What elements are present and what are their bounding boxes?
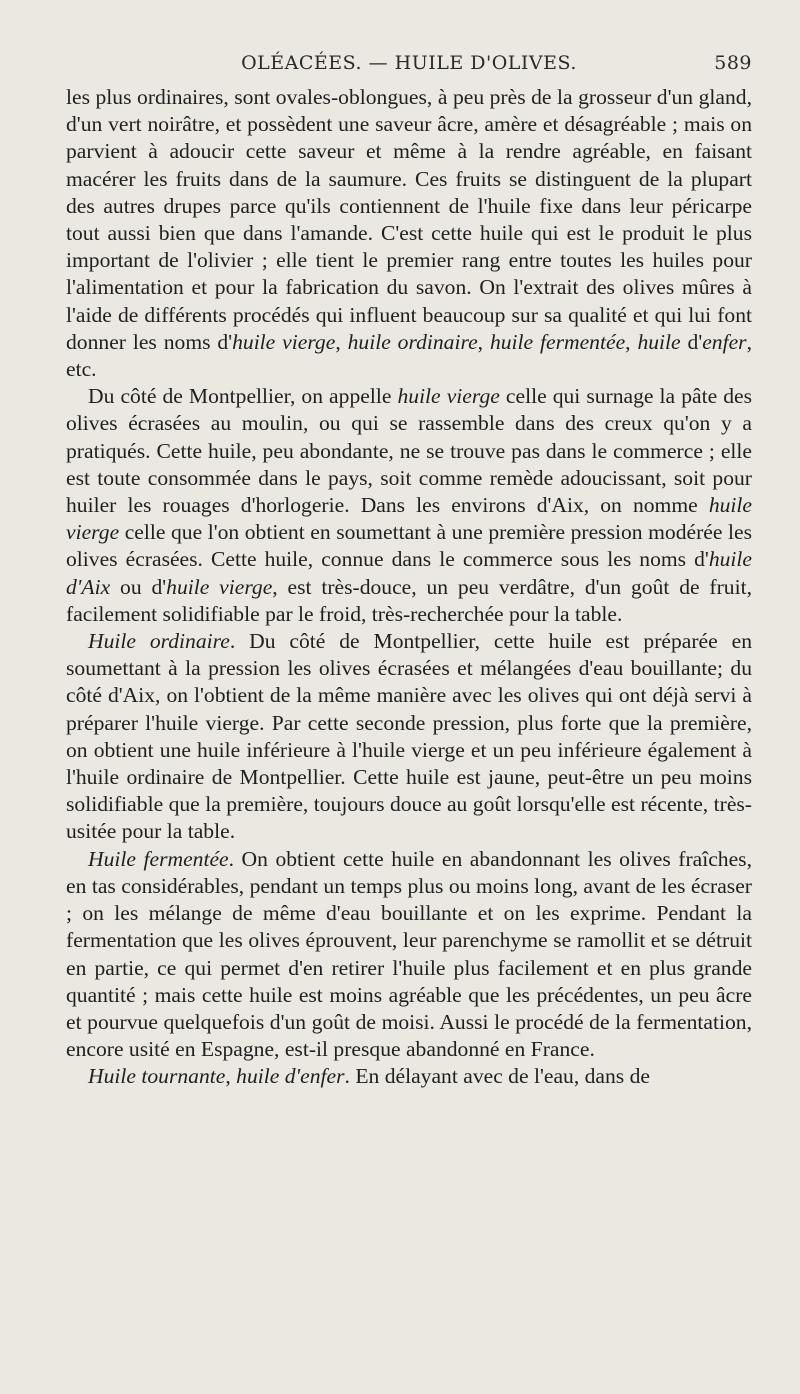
text-run: , <box>225 1064 237 1089</box>
section-lead-term: Huile tournante <box>88 1064 226 1089</box>
body-text <box>66 84 752 1091</box>
text-run: ou d' <box>110 574 167 599</box>
page-number: 589 <box>714 52 752 74</box>
text-run: . Du côté de Montpellier, cette huile est préparée en soumettant à la pression les olives écrasées et mélangées d'eau bouillante; du côté d'Aix, on l'obtient de la même manière avec les olives qui ont déjà servi à préparer l'huile vierge. Par cette seconde pression, plus forte que la première, on obtient une huile inférieure à l'huile vierge et un peu inférieure également à l'huile ordinaire de Montpellier. Cette huile est jaune, peut-être un peu moins solidifiable que la première, toujours douce au goût lorsqu'elle est récente, très-usitée pour la table. <box>66 629 752 844</box>
text-run: , est très-douce, un peu verdâtre, d'un goût de fruit, facilement solidifiable par le froid, très-recherchée pour la table. <box>66 574 752 626</box>
italic-term: huile vierge <box>232 329 336 354</box>
text-run: , <box>477 329 490 354</box>
italic-term: huile vierge <box>66 493 752 545</box>
italic-term: huile <box>637 329 681 354</box>
text-run: . En délayant avec de l'eau, dans de <box>344 1064 650 1089</box>
text-run: , <box>625 329 638 354</box>
running-title: OLÉACÉES. — HUILE D'OLIVES. <box>241 52 577 74</box>
italic-term: huile vierge <box>166 574 273 599</box>
running-head <box>66 52 752 80</box>
text-run: celle que l'on obtient en soumettant à une première pression modérée les olives écrasées. Cette huile, connue dans le commerce sous les noms d' <box>66 520 752 572</box>
italic-term: huile d'Aix <box>66 547 752 599</box>
paragraph-2 <box>66 383 752 628</box>
paragraph-1 <box>66 84 752 383</box>
paragraph-4 <box>66 846 752 1064</box>
text-run: . On obtient cette huile en abandonnant les olives fraîches, en tas considérables, pendant un temps plus ou moins long, avant de les écraser ; on les mélange de même d'eau bouillante et on les exprime. Pendant la fermentation que les olives éprouvent, leur parenchyme se ramollit et se détruit en partie, ce qui permet d'en retirer l'huile plus facilement et en plus grande quantité ; mais cette huile est moins agréable que les précédentes, un peu âcre et pourvue quelquefois d'un goût de moisi. Aussi le procédé de la fermentation, encore usité en Espagne, est-il presque abandonné en France. <box>66 846 752 1062</box>
section-lead-term: Huile fermentée <box>88 846 229 871</box>
text-run: Du côté de Montpellier, on appelle <box>88 384 398 409</box>
italic-term: huile ordinaire <box>347 329 478 354</box>
text-run: celle qui surnage la pâte des olives écrasées au moulin, ou qui se rassemble dans des creux qu'on y a pratiqués. Cette huile, peu abondante, ne se trouve pas dans le commerce ; elle est toute consommée dans le pays, soit comme remède adoucissant, soit pour huiler les rouages d'horlogerie. Dans les environs d'Aix, on nomme <box>66 384 752 518</box>
text-run: , <box>335 329 348 354</box>
italic-term: enfer <box>702 329 747 354</box>
text-run: les plus ordinaires, sont ovales-oblongues, à peu près de la grosseur d'un gland, d'un vert noirâtre, et possèdent une saveur âcre, amère et désagréable ; mais on parvient à adoucir cette saveur et même à la rendre agréable, en faisant macérer les fruits dans de la saumure. Ces fruits se distinguent de la plupart des autres drupes parce qu'ils contiennent de l'huile fixe dans leur péricarpe tout aussi bien que dans l'amande. C'est cette huile qui est le produit le plus important de l'olivier ; elle tient le premier rang entre toutes les huiles pour l'alimentation et pour la fabrication du savon. On l'extrait des olives mûres à l'aide de différents procédés qui influent beaucoup sur sa qualité et qui lui font donner les noms d' <box>66 85 752 354</box>
italic-term: huile fermentée <box>489 329 626 354</box>
paragraph-5 <box>66 1063 752 1090</box>
text-run: d' <box>680 329 703 354</box>
italic-term: huile d'enfer <box>236 1064 345 1089</box>
section-lead-term: Huile ordinaire <box>88 629 230 654</box>
paragraph-3 <box>66 628 752 846</box>
text-run: , etc. <box>66 329 752 382</box>
italic-term: huile vierge <box>397 384 500 409</box>
